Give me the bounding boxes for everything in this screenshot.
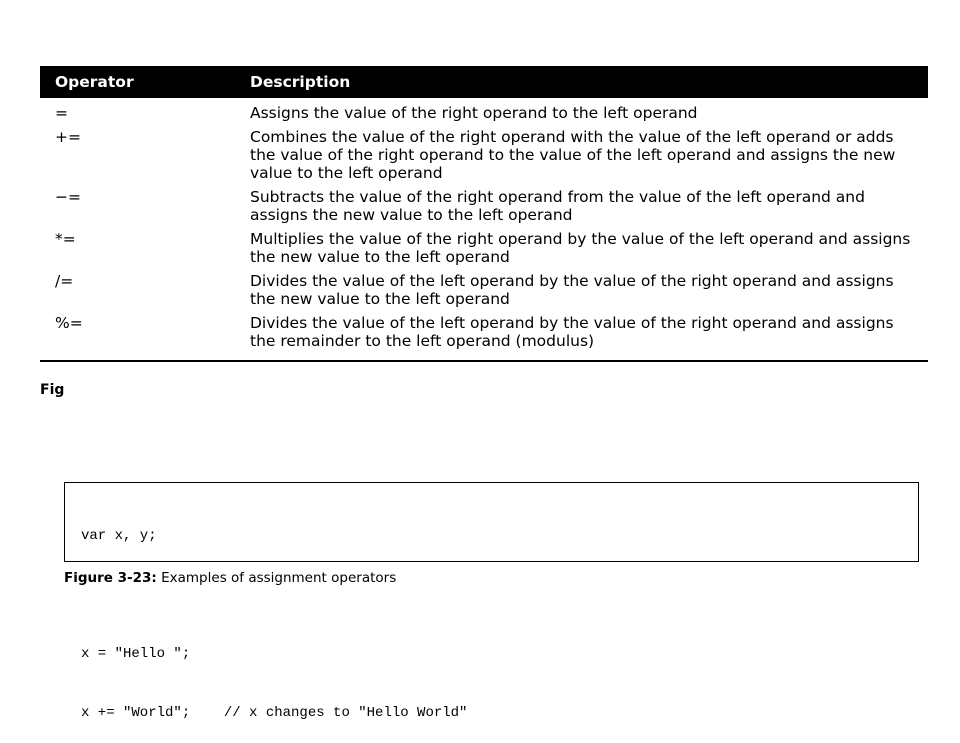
operator-cell: *= — [55, 230, 76, 248]
code-line: x += "World"; // x changes to "Hello World" — [81, 704, 468, 721]
code-line — [81, 586, 902, 606]
description-column-header: Description — [250, 73, 351, 91]
operator-cell: = — [55, 104, 68, 122]
table-row — [40, 230, 928, 266]
operator-cell: += — [55, 128, 81, 146]
table-row — [40, 188, 928, 224]
operator-column-header: Operator — [55, 73, 134, 91]
description-cell: Assigns the value of the right operand to the left operand — [250, 104, 698, 122]
table-row — [40, 128, 928, 182]
code-line: x = "Hello "; — [81, 645, 191, 662]
operator-cell: /= — [55, 272, 74, 290]
description-cell: Divides the value of the left operand by the value of the right operand and assigns the remainder to the left operand (modulus) — [250, 314, 894, 350]
operator-cell: %= — [55, 314, 83, 332]
description-cell: Divides the value of the left operand by the value of the right operand and assigns the new value to the left operand — [250, 272, 894, 308]
table-row — [40, 104, 928, 122]
operators-table — [40, 66, 928, 362]
code-line: var x, y; — [81, 528, 157, 545]
table-body — [40, 98, 928, 362]
truncated-figure-caption: Fig — [40, 382, 65, 398]
figure-caption-text: Examples of assignment operators — [156, 570, 397, 586]
description-cell: Combines the value of the right operand with the value of the left operand or adds the value of the right operand to the value of the left operand and assigns the new value to the left operand — [250, 128, 896, 182]
description-cell: Subtracts the value of the right operand from the value of the left operand and assigns the new value to the left operand — [250, 188, 865, 224]
description-cell: Multiplies the value of the right operand by the value of the left operand and assigns the new value to the left operand — [250, 230, 911, 266]
figure-caption-label: Figure 3-23: — [64, 570, 157, 586]
table-header — [40, 66, 928, 98]
table-row — [40, 314, 928, 350]
operator-cell: −= — [55, 188, 81, 206]
figure-caption — [64, 570, 396, 586]
table-row — [40, 272, 928, 308]
